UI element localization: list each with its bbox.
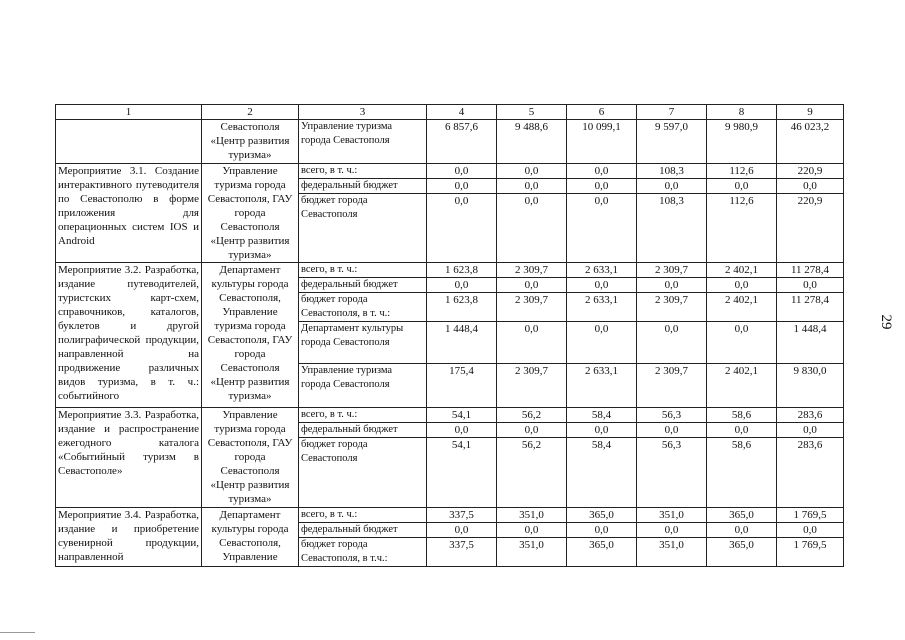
value-cell: 0,0 [567,179,637,194]
header-cell: 4 [427,105,497,120]
header-row [56,105,844,120]
value-cell: 2 633,1 [567,263,637,278]
executor-cell: Департамент культуры города Севастополя, Управление [202,508,299,567]
table-row [56,408,844,423]
value-cell: 112,6 [707,164,777,179]
table-row [56,164,844,179]
value-cell: 112,6 [707,194,777,263]
value-cell: 0,0 [777,523,844,538]
value-cell: 0,0 [707,278,777,293]
source-cell: бюджет города Севастополя, в т. ч.: [299,293,427,322]
scan-edge-line [0,632,35,633]
value-cell: 0,0 [637,523,707,538]
value-cell: 2 633,1 [567,364,637,408]
page-number: 29 [878,314,894,330]
table-row [56,263,844,278]
activity-cell: Мероприятие 3.1. Создание интерактивного путеводителя по Севастополю в форме приложения для операционных систем IOS и Android [56,164,202,263]
value-cell: 0,0 [427,179,497,194]
value-cell: 0,0 [707,179,777,194]
value-cell: 283,6 [777,408,844,423]
value-cell: 54,1 [427,408,497,423]
value-cell: 351,0 [497,538,567,567]
value-cell: 0,0 [427,194,497,263]
value-cell: 0,0 [707,423,777,438]
value-cell: 0,0 [777,179,844,194]
table-row [56,120,844,164]
value-cell: 2 309,7 [637,263,707,278]
value-cell: 2 309,7 [497,293,567,322]
value-cell: 0,0 [637,278,707,293]
value-cell: 56,2 [497,408,567,423]
activity-cell [56,120,202,164]
source-cell: бюджет города Севастополя [299,438,427,508]
value-cell: 9 597,0 [637,120,707,164]
value-cell: 337,5 [427,508,497,523]
source-cell: федеральный бюджет [299,278,427,293]
value-cell: 220,9 [777,164,844,179]
value-cell: 2 402,1 [707,293,777,322]
value-cell: 0,0 [567,278,637,293]
header-cell: 2 [202,105,299,120]
value-cell: 0,0 [567,423,637,438]
value-cell: 0,0 [777,278,844,293]
value-cell: 0,0 [707,523,777,538]
value-cell: 9 830,0 [777,364,844,408]
value-cell: 351,0 [637,508,707,523]
source-cell: Управление туризма города Севастополя [299,364,427,408]
value-cell: 365,0 [567,538,637,567]
source-cell: Департамент культуры города Севастополя [299,322,427,364]
source-cell: федеральный бюджет [299,423,427,438]
value-cell: 2 402,1 [707,263,777,278]
value-cell: 108,3 [637,164,707,179]
value-cell: 365,0 [567,508,637,523]
value-cell: 2 309,7 [497,263,567,278]
value-cell: 0,0 [567,164,637,179]
value-cell: 351,0 [637,538,707,567]
value-cell: 0,0 [567,322,637,364]
funding-table [55,104,844,567]
activity-cell: Мероприятие 3.3. Разработка, издание и распространение ежегодного каталога «Событийный туризм в Севастополе» [56,408,202,508]
value-cell: 2 309,7 [637,293,707,322]
value-cell: 0,0 [637,423,707,438]
value-cell: 0,0 [427,523,497,538]
source-cell: всего, в т. ч.: [299,164,427,179]
source-cell: бюджет города Севастополя, в т.ч.: [299,538,427,567]
executor-cell: Управление туризма города Севастополя, ГАУ города Севастополя «Центр развития туризма» [202,408,299,508]
value-cell: 0,0 [637,322,707,364]
header-cell: 1 [56,105,202,120]
value-cell: 365,0 [707,508,777,523]
value-cell: 56,2 [497,438,567,508]
value-cell: 10 099,1 [567,120,637,164]
value-cell: 11 278,4 [777,263,844,278]
value-cell: 58,4 [567,438,637,508]
header-cell: 8 [707,105,777,120]
value-cell: 0,0 [497,194,567,263]
table-row [56,508,844,523]
value-cell: 0,0 [777,423,844,438]
executor-cell: Департамент культуры города Севастополя, Управление туризма города Севастополя, ГАУ города Севастополя «Центр развития туризма» [202,263,299,408]
value-cell: 56,3 [637,408,707,423]
value-cell: 108,3 [637,194,707,263]
activity-cell: Мероприятие 3.4. Разработка, издание и приобретение сувенирной продукции, направленной [56,508,202,567]
value-cell: 58,6 [707,438,777,508]
value-cell: 0,0 [707,322,777,364]
source-cell: федеральный бюджет [299,523,427,538]
header-cell: 9 [777,105,844,120]
value-cell: 0,0 [497,164,567,179]
value-cell: 46 023,2 [777,120,844,164]
value-cell: 2 402,1 [707,364,777,408]
executor-cell: Управление туризма города Севастополя, ГАУ города Севастополя «Центр развития туризма» [202,164,299,263]
value-cell: 2 309,7 [637,364,707,408]
value-cell: 2 633,1 [567,293,637,322]
source-cell: всего, в т. ч.: [299,508,427,523]
value-cell: 0,0 [567,194,637,263]
value-cell: 0,0 [497,322,567,364]
executor-cell: Севастополя «Центр развития туризма» [202,120,299,164]
value-cell: 365,0 [707,538,777,567]
value-cell: 2 309,7 [497,364,567,408]
header-cell: 3 [299,105,427,120]
value-cell: 1 448,4 [427,322,497,364]
value-cell: 1 623,8 [427,263,497,278]
value-cell: 58,4 [567,408,637,423]
value-cell: 0,0 [427,278,497,293]
value-cell: 337,5 [427,538,497,567]
source-cell: бюджет города Севастополя [299,194,427,263]
value-cell: 6 857,6 [427,120,497,164]
value-cell: 0,0 [497,179,567,194]
value-cell: 0,0 [497,423,567,438]
header-cell: 5 [497,105,567,120]
value-cell: 0,0 [567,523,637,538]
value-cell: 11 278,4 [777,293,844,322]
value-cell: 351,0 [497,508,567,523]
header-cell: 7 [637,105,707,120]
value-cell: 175,4 [427,364,497,408]
source-cell: всего, в т. ч.: [299,263,427,278]
source-cell: федеральный бюджет [299,179,427,194]
value-cell: 9 980,9 [707,120,777,164]
value-cell: 0,0 [427,423,497,438]
value-cell: 220,9 [777,194,844,263]
value-cell: 0,0 [497,278,567,293]
value-cell: 54,1 [427,438,497,508]
value-cell: 0,0 [637,179,707,194]
value-cell: 1 769,5 [777,538,844,567]
value-cell: 1 623,8 [427,293,497,322]
value-cell: 56,3 [637,438,707,508]
value-cell: 9 488,6 [497,120,567,164]
source-cell: Управление туризма города Севастополя [299,120,427,164]
value-cell: 1 769,5 [777,508,844,523]
source-cell: всего, в т. ч.: [299,408,427,423]
activity-cell: Мероприятие 3.2. Разработка, издание путеводителей, туристских карт-схем, справочников, каталогов, буклетов и другой полиграфической продукции, направленной на продвижение различных видов туризма, в т. ч.: событийного [56,263,202,408]
value-cell: 0,0 [427,164,497,179]
value-cell: 0,0 [497,523,567,538]
value-cell: 283,6 [777,438,844,508]
header-cell: 6 [567,105,637,120]
value-cell: 58,6 [707,408,777,423]
value-cell: 1 448,4 [777,322,844,364]
